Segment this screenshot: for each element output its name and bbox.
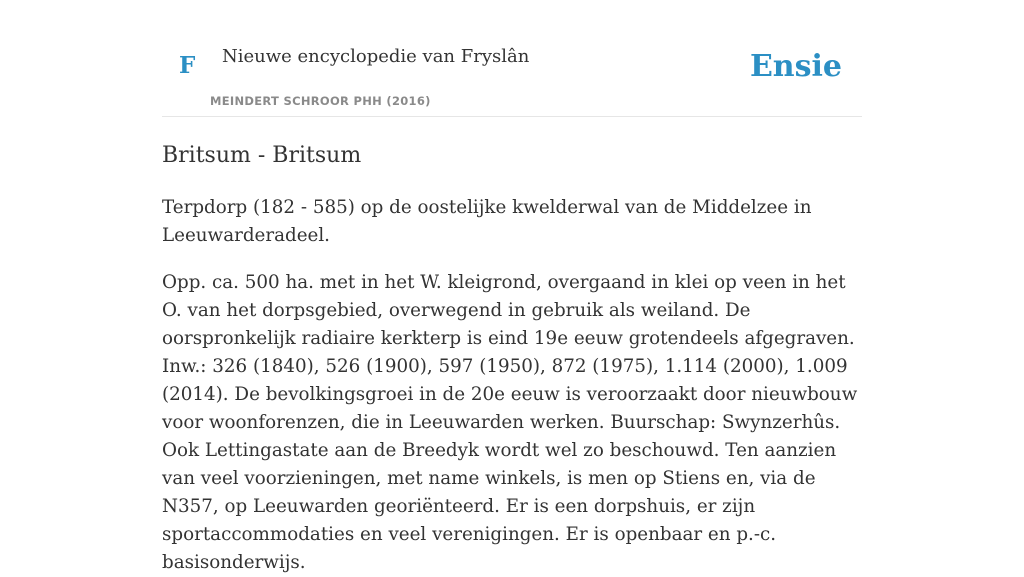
page	[162, 0, 862, 573]
book-author-link[interactable]: MEINDERT SCHROOR PHH (2016)	[210, 94, 431, 108]
entry-title: Britsum - Britsum	[162, 143, 362, 168]
entry-body	[162, 194, 862, 577]
entry-paragraph: Opp. ca. 500 ha. met in het W. kleigrond, overgaand in klei op veen in het O. van het dorpsgebied, overwegend in gebruik als weiland. De oorspronkelijk radiaire kerkterp is eind 19e eeuw grotendeels afgegraven. Inw.: 326 (1840), 526 (1900), 597 (1950), 872 (1975), 1.114 (2000), 1.009 (2014). De bevolkingsgroei in de 20e eeuw is veroorzaakt door nieuwbouw voor woonforenzen, die in Leeuwarden werken. Buurschap: Swynzerhûs. Ook Lettingastate aan de Breedyk wordt wel zo beschouwd. Ten aanzien van veel voorzieningen, met name winkels, is men op Stiens en, via de N357, op Leeuwarden georiënteerd. Er is een dorpshuis, er zijn sportaccommodaties en veel verenigingen. Er is openbaar en p.-c. basisonderwijs.	[162, 272, 858, 573]
book-title-link[interactable]: Nieuwe encyclopedie van Fryslân	[222, 46, 530, 67]
ensie-logo[interactable]: Ensie	[749, 49, 842, 84]
header	[162, 0, 862, 117]
book-logo[interactable]: F	[179, 52, 196, 79]
entry-paragraph: Terpdorp (182 - 585) op de oostelijke kwelderwal van de Middelzee in Leeuwarderadeel.	[162, 197, 812, 246]
